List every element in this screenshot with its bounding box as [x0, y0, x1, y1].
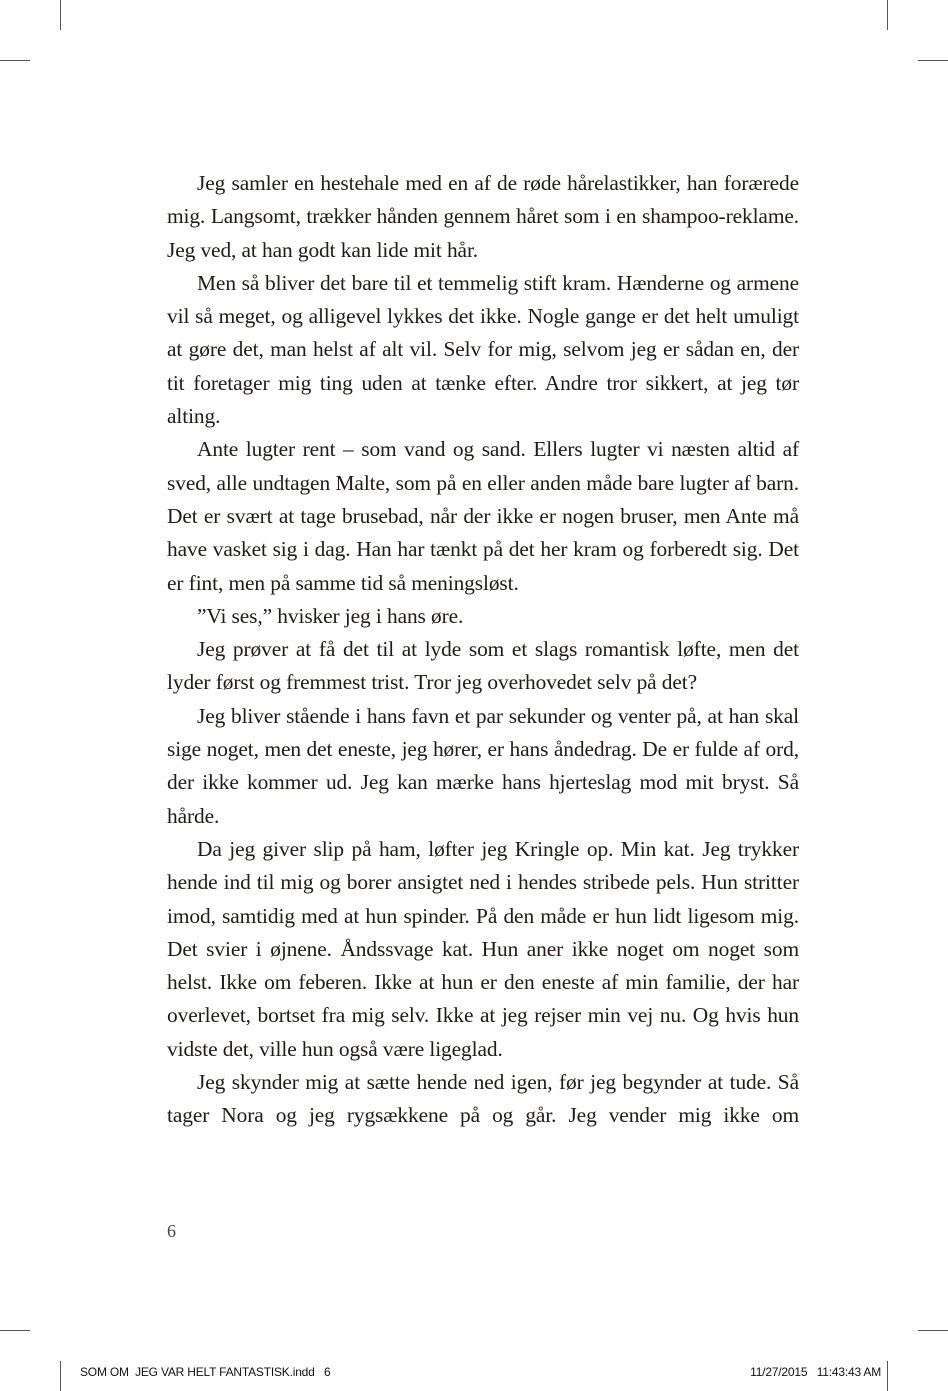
crop-mark-right-upper	[918, 60, 948, 61]
paragraph: Jeg bliver stående i hans favn et par sekunder og venter på, at han skal sige noget, men det eneste, jeg hører, er hans åndedrag. De er fulde af ord, der ikke kommer ud. Jeg kan mærke hans hjerteslag mod mit bryst. Så hårde.	[167, 703, 799, 828]
paragraph: Jeg samler en hestehale med en af de røde hårelastikker, han forærede mig. Langsomt, trækker hånden gennem håret som i en shampoo-reklame. Jeg ved, at han godt kan lide mit hår.	[167, 171, 799, 262]
crop-mark-left-upper	[0, 60, 30, 61]
crop-mark-top-right	[887, 0, 888, 30]
crop-mark-top-left	[60, 0, 61, 30]
paragraph: ”Vi ses,” hvisker jeg i hans øre.	[197, 603, 464, 628]
slug-filename: SOM OM JEG VAR HELT FANTASTISK.indd 6	[80, 1365, 331, 1379]
body-text	[167, 167, 799, 1133]
page-number: 6	[167, 1221, 176, 1241]
paragraph: Ante lugter rent – som vand og sand. Ellers lugter vi næsten altid af sved, alle undtagen Malte, som på en eller anden måde bare lugter af barn. Det er svært at tage brusebad, når der ikke er nogen bruser, men Ante må have vasket sig i dag. Han har tænkt på det her kram og forberedt sig. Det er fint, men på samme tid så meningsløst.	[167, 437, 799, 595]
crop-mark-right-lower	[918, 1330, 948, 1331]
crop-mark-left-lower	[0, 1330, 30, 1331]
paragraph: Jeg skynder mig at sætte hende ned igen, før jeg begynder at tude. Så tager Nora og jeg rygsækkene på og går. Jeg vender mig ikke om	[167, 1070, 799, 1128]
crop-mark-bottom-right	[887, 1361, 888, 1391]
crop-mark-bottom-left	[60, 1361, 61, 1391]
paragraph: Jeg prøver at få det til at lyde som et slags romantisk løfte, men det lyder først og fremmest trist. Tror jeg overhovedet selv på det?	[167, 637, 799, 695]
slug-timestamp: 11/27/2015 11:43:43 AM	[750, 1365, 881, 1379]
paragraph: Men så bliver det bare til et temmelig stift kram. Hænderne og armene vil så meget, og alligevel lykkes det ikke. Nogle gange er det helt umuligt at gøre det, man helst af alt vil. Selv for mig, selvom jeg er sådan en, der tit foretager mig ting uden at tænke efter. Andre tror sikkert, at jeg tør alting.	[167, 270, 799, 429]
paragraph: Da jeg giver slip på ham, løfter jeg Kringle op. Min kat. Jeg trykker hende ind til mig og borer ansigtet ned i hendes stribede pels. Hun stritter imod, samtidig med at hun spinder. På den måde er hun lidt ligesom mig. Det svier i øjnene. Åndssvage kat. Hun aner ikke noget om noget som helst. Ikke om feberen. Ikke at hun er den eneste af min familie, der har overlevet, bortset fra mig selv. Ikke at jeg rejser min vej nu. Og hvis hun vidste det, ville hun også være ligeglad.	[167, 836, 799, 1061]
